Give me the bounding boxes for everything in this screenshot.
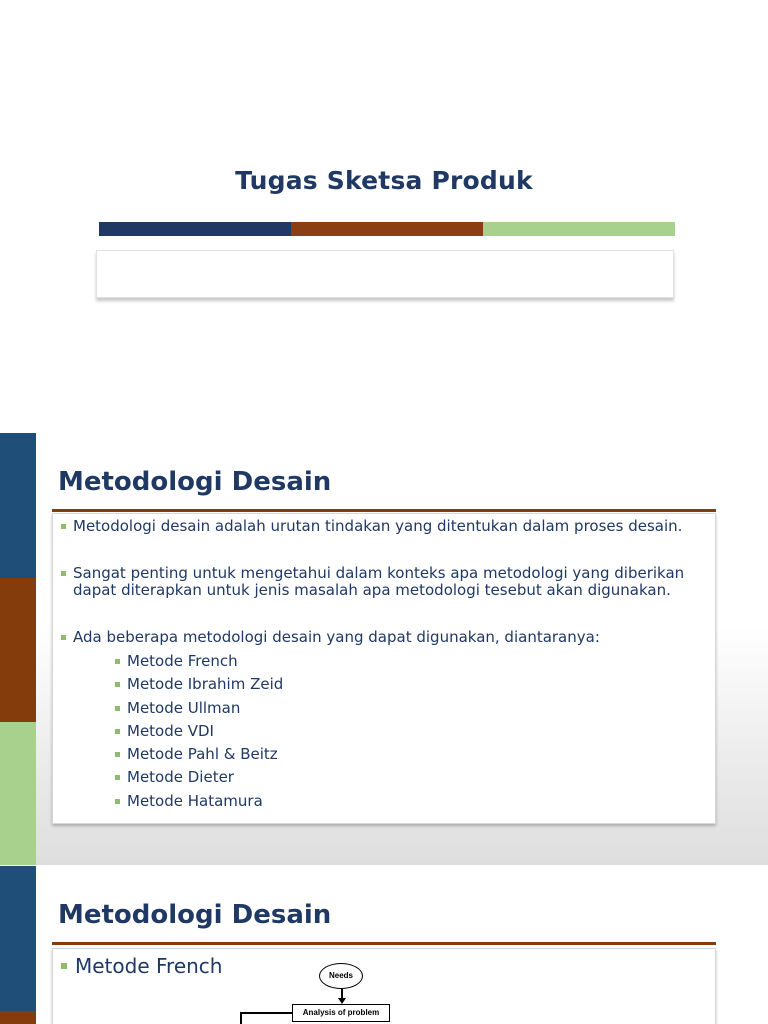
sub-bullet-item — [115, 746, 283, 769]
title-slide — [0, 0, 768, 432]
flowchart-connector — [240, 1012, 242, 1024]
bullet-marker-icon — [61, 571, 66, 576]
bullet-item — [61, 518, 701, 535]
heading-rule — [52, 942, 716, 945]
sub-bullet-list — [115, 653, 283, 816]
sub-bullet-item — [115, 676, 283, 699]
sub-bullet-text: Metode Dieter — [127, 768, 234, 787]
flowchart-start-node: Needs — [319, 963, 363, 989]
bullet-marker-icon — [61, 524, 66, 529]
sub-bullet-text: Metode Ullman — [127, 698, 241, 717]
bullet-item — [61, 565, 701, 599]
subtitle-box — [96, 250, 674, 298]
slide-heading: Metodologi Desain — [58, 467, 332, 497]
bullet-marker-icon — [61, 963, 67, 969]
flowchart-connector — [240, 1012, 292, 1014]
bullet-text: Metodologi desain adalah urutan tindakan yang ditentukan dalam proses desain. — [73, 517, 683, 535]
flowchart-step-box: Analysis of problem — [292, 1004, 390, 1022]
bullet-marker-icon — [115, 659, 120, 664]
bullet-marker-icon — [115, 752, 120, 757]
bullet-marker-icon — [115, 799, 120, 804]
sub-bullet-item — [115, 769, 283, 792]
sub-bullet-text: Metode Hatamura — [127, 791, 263, 810]
bullet-text: Ada beberapa metodologi desain yang dapat digunakan, diantaranya: — [73, 628, 600, 646]
sub-bullet-text: Metode Ibrahim Zeid — [127, 675, 284, 694]
side-band-brown — [0, 1011, 36, 1024]
bullet-item — [61, 629, 701, 646]
bullet-marker-icon — [115, 775, 120, 780]
title-bar-brown — [291, 222, 483, 236]
side-band-navy — [0, 433, 36, 578]
bullet-text: Sangat penting untuk mengetahui dalam konteks apa metodologi yang diberikan dapat diterapkan untuk jenis masalah apa metodologi tesebut akan digunakan. — [73, 564, 685, 599]
side-band-brown — [0, 578, 36, 722]
heading-rule — [52, 509, 716, 512]
content-box — [52, 948, 716, 1024]
side-band-navy — [0, 866, 36, 1011]
bullet-marker-icon — [61, 635, 66, 640]
side-band-green — [0, 722, 36, 865]
bullet-item — [61, 955, 222, 977]
methodology-slide — [0, 433, 768, 865]
sub-bullet-item — [115, 653, 283, 676]
sub-bullet-item — [115, 700, 283, 723]
sub-bullet-text: Metode Pahl & Beitz — [127, 745, 278, 764]
bullet-marker-icon — [115, 729, 120, 734]
sub-bullet-item — [115, 723, 283, 746]
bullet-marker-icon — [115, 706, 120, 711]
sub-bullet-text: Metode French — [127, 652, 238, 670]
french-method-slide — [0, 866, 768, 1024]
sub-bullet-text: Metode VDI — [127, 721, 214, 740]
bullet-marker-icon — [115, 682, 120, 687]
title-bar-green — [483, 222, 675, 236]
slide-title: Tugas Sketsa Produk — [235, 166, 533, 195]
content-box — [52, 513, 716, 824]
sub-bullet-item — [115, 793, 283, 816]
bullet-text: Metode French — [75, 954, 223, 978]
slide-heading: Metodologi Desain — [58, 900, 332, 930]
title-bar-navy — [99, 222, 291, 236]
